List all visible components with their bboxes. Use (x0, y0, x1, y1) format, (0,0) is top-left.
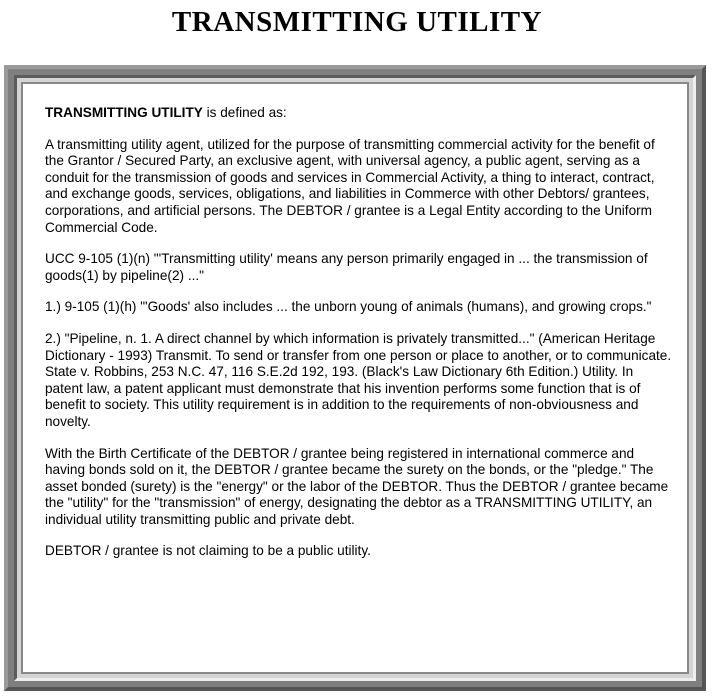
paragraph-description: A transmitting utility agent, utilized for the purpose of transmitting commercial activity for the benefit of the Grantor / Secured Party, an exclusive agent, with universal agency, a public agent, serving as a conduit for the transmission of goods and services in Commercial Activity, a thing to interact, contract, and exchange goods, services, obligations, and liabilities in Commerce with other Debtors/ grantees, corporations, and artificial persons. The DEBTOR / grantee is a Legal Entity according to the Uniform Commercial Code. (45, 136, 655, 235)
paragraph-disclaimer: DEBTOR / grantee is not claiming to be a public utility. (45, 543, 371, 559)
paragraph-pipeline-footnote: 2.) "Pipeline, n. 1. A direct channel by which information is privately transmitted..." (American Heritage Dictionary - 1993) Transmit. To send or transfer from one person or place to another, or to communicate. State v. Robbins, 253 N.C. 47, 116 S.E.2d 192, 193. (Black's Law Dictionary 6th Edition.) Utility. In patent law, a patent applicant must demonstrate that his invention performs some function that is of benefit to society. This utility requirement is in addition to the requirements of non-obviousness and novelty. (45, 330, 672, 429)
defined-term: TRANSMITTING UTILITY (45, 105, 203, 120)
paragraph-ucc-citation: UCC 9-105 (1)(n) "'Transmitting utility' means any person primarily engaged in ... the transmission of goods(1) by pipeline(2) ..." (45, 251, 648, 283)
definition-suffix: is defined as: (202, 105, 287, 120)
document-frame-bevel (14, 75, 696, 681)
page-title: TRANSMITTING UTILITY (171, 6, 543, 38)
paragraph-birth-certificate: With the Birth Certificate of the DEBTOR / grantee being registered in international commerce and having bonds sold on it, the DEBTOR / grantee became the surety on the bonds, or the "pledge." The asset bonded (surety) is the "energy" or the labor of the DEBTOR. Thus the DEBTOR / grantee became the "utility" for the "transmission" of energy, designating the debtor as a TRANSMITTING UTILITY, an individual utility transmitting public and private debt. (45, 445, 669, 527)
paragraph-goods-footnote: 1.) 9-105 (1)(h) "'Goods' also includes ... the unborn young of animals (humans), and growing crops." (45, 299, 652, 315)
document-frame (4, 65, 706, 691)
definition-line (45, 105, 673, 122)
document-body (21, 82, 689, 674)
